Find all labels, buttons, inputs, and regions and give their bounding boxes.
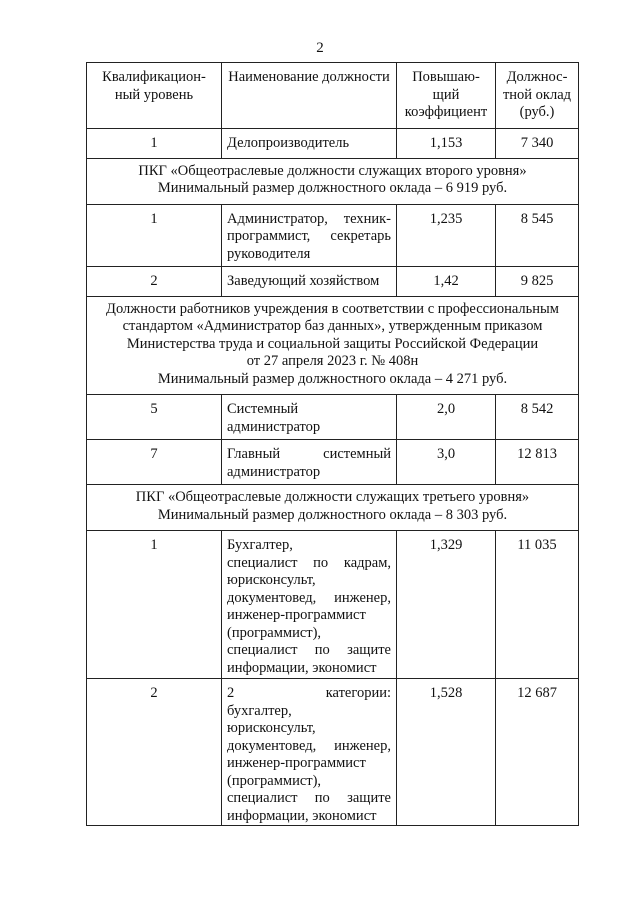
coefficient-cell: 2,0 [397,395,496,440]
group-header-row [87,158,579,204]
page-number: 2 [316,40,324,56]
header-position-name: Наименование должности [222,63,397,129]
position-name-line: Делопроизводитель [227,134,350,151]
table-row [87,204,579,266]
salary-cell: 7 340 [496,128,579,158]
group-title-line: ПКГ «Общеотраслевые должности служащих третьего уровня» [135,489,530,505]
position-name-cell [222,395,397,440]
position-name-line: специалист по защите [227,642,391,658]
coefficient-cell: 1,528 [397,679,496,826]
position-name-line: инженер-программист [227,607,366,623]
salary-cell: 8 545 [496,204,579,266]
qualification-level-cell: 5 [87,395,222,440]
position-name-line: Администратор, техник- [227,210,391,227]
coefficient-cell: 1,153 [397,128,496,158]
header-coefficient: Повышаю- щий коэффициент [397,63,496,129]
position-name-cell [222,440,397,485]
salary-cell: 11 035 [496,531,579,679]
position-name-line: Главный системный [227,446,391,462]
group-header-row [87,485,579,531]
position-name-line: (программист), [227,772,322,789]
group-title [87,296,579,395]
qualification-level-cell: 1 [87,204,222,266]
table-header-row [87,63,579,129]
position-name-line: информации, экономист [227,807,377,824]
salary-cell: 8 542 [496,395,579,440]
position-name-line: юрисконсульт, [227,572,316,588]
group-title-line: Минимальный размер должностного оклада – 4 271 руб. [157,370,508,387]
qualification-level-cell: 7 [87,440,222,485]
salary-cell: 12 813 [496,440,579,485]
table-row [87,266,579,296]
position-name-line: документовед, инженер, [227,737,391,754]
table-row [87,679,579,826]
table-row [87,395,579,440]
table-row [87,128,579,158]
group-title-line: от 27 апреля 2023 г. № 408н [246,353,419,369]
qualification-level-cell: 2 [87,266,222,296]
qualification-level-cell: 1 [87,128,222,158]
position-name-line: юрисконсульт, [227,720,316,736]
position-name-line: Системный [227,401,299,417]
position-name-line: специалист по кадрам, [227,554,391,571]
salary-cell: 9 825 [496,266,579,296]
coefficient-cell: 1,42 [397,266,496,296]
group-title-line: Минимальный размер должностного оклада – 6 919 руб. [157,180,508,196]
position-name-line: руководителя [227,245,311,262]
qualification-level-cell: 1 [87,531,222,679]
salary-table [86,62,579,826]
position-name-cell [222,266,397,296]
table-body [87,128,579,826]
group-title-line: Должности работников учреждения в соответствии с профессиональным [106,300,559,317]
position-name-line: 2 категории: [227,685,391,701]
table-row [87,440,579,485]
position-name-line: инженер-программист [227,755,366,771]
table-row [87,531,579,679]
position-name-line: администратор [227,463,321,480]
position-name-line: программист, секретарь [227,228,391,244]
group-title-line: ПКГ «Общеотраслевые должности служащих второго уровня» [138,162,527,179]
position-name-line: документовед, инженер, [227,589,391,606]
header-salary: Должнос- тной оклад (руб.) [496,63,579,129]
position-name-cell [222,531,397,679]
group-title [87,485,579,531]
coefficient-cell: 1,329 [397,531,496,679]
position-name-line: специалист по защите [227,790,391,806]
position-name-line: администратор [227,418,321,435]
salary-cell: 12 687 [496,679,579,826]
position-name-line: бухгалтер, [227,702,292,719]
position-name-line: (программист), [227,624,322,641]
group-header-row [87,296,579,395]
header-qualification-level: Квалификацион- ный уровень [87,63,222,129]
position-name-line: Бухгалтер, [227,537,293,553]
group-title-line: стандартом «Администратор баз данных», утвержденным приказом [122,318,543,334]
group-title-line: Минимальный размер должностного оклада – 8 303 руб. [157,506,508,523]
position-name-cell [222,128,397,158]
group-title-line: Министерства труда и социальной защиты Российской Федерации [126,335,539,352]
position-name-cell [222,679,397,826]
position-name-line: информации, экономист [227,659,377,676]
coefficient-cell: 1,235 [397,204,496,266]
qualification-level-cell: 2 [87,679,222,826]
position-name-cell [222,204,397,266]
group-title [87,158,579,204]
coefficient-cell: 3,0 [397,440,496,485]
position-name-line: Заведующий хозяйством [227,272,380,289]
